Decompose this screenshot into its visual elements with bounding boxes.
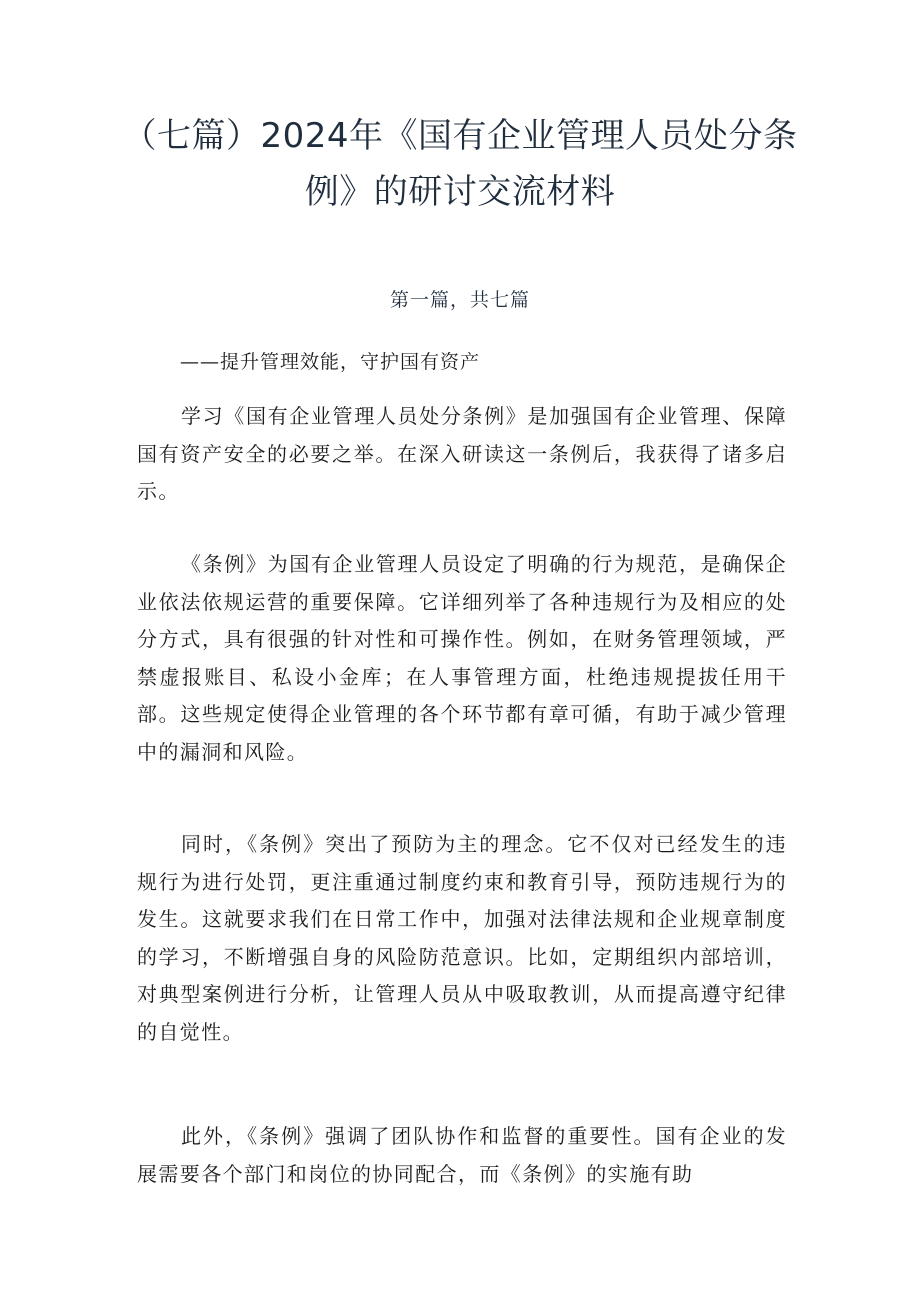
body-paragraph-1: 学习《国有企业管理人员处分条例》是加强国有企业管理、保障国有资产安全的必要之举。在深入研读这一条例后，我获得了诸多启示。 [137,404,787,503]
body-paragraph-4: 此外，《条例》强调了团队协作和监督的重要性。国有企业的发展需要各个部门和岗位的协同配合，而《条例》的实施有助 [137,1124,787,1186]
body-paragraph-2: 《条例》为国有企业管理人员设定了明确的行为规范，是确保企业依法依规运营的重要保障。它详细列举了各种违规行为及相应的处分方式，具有很强的针对性和可操作性。例如，在财务管理领域，严禁虚报账目、私设小金库；在人事管理方面，杜绝违规提拔任用干部。这些规定使得企业管理的各个环节都有章可循，有助于减少管理中的漏洞和风险。 [137,552,787,764]
document-title: （七篇）2024年《国有企业管理人员处分条例》的研讨交流材料 [122,116,798,212]
section-tagline: ——提升管理效能，守护国有资产 [180,351,481,373]
body-paragraph-3: 同时，《条例》突出了预防为主的理念。它不仅对已经发生的违规行为进行处罚，更注重通过制度约束和教育引导，预防违规行为的发生。这就要求我们在日常工作中，加强对法律法规和企业规章制度的学习，不断增强自身的风险防范意识。比如，定期组织内部培训，对典型案例进行分析，让管理人员从中吸取教训，从而提高遵守纪律的自觉性。 [137,832,787,1044]
section-subtitle: 第一篇，共七篇 [389,289,530,311]
